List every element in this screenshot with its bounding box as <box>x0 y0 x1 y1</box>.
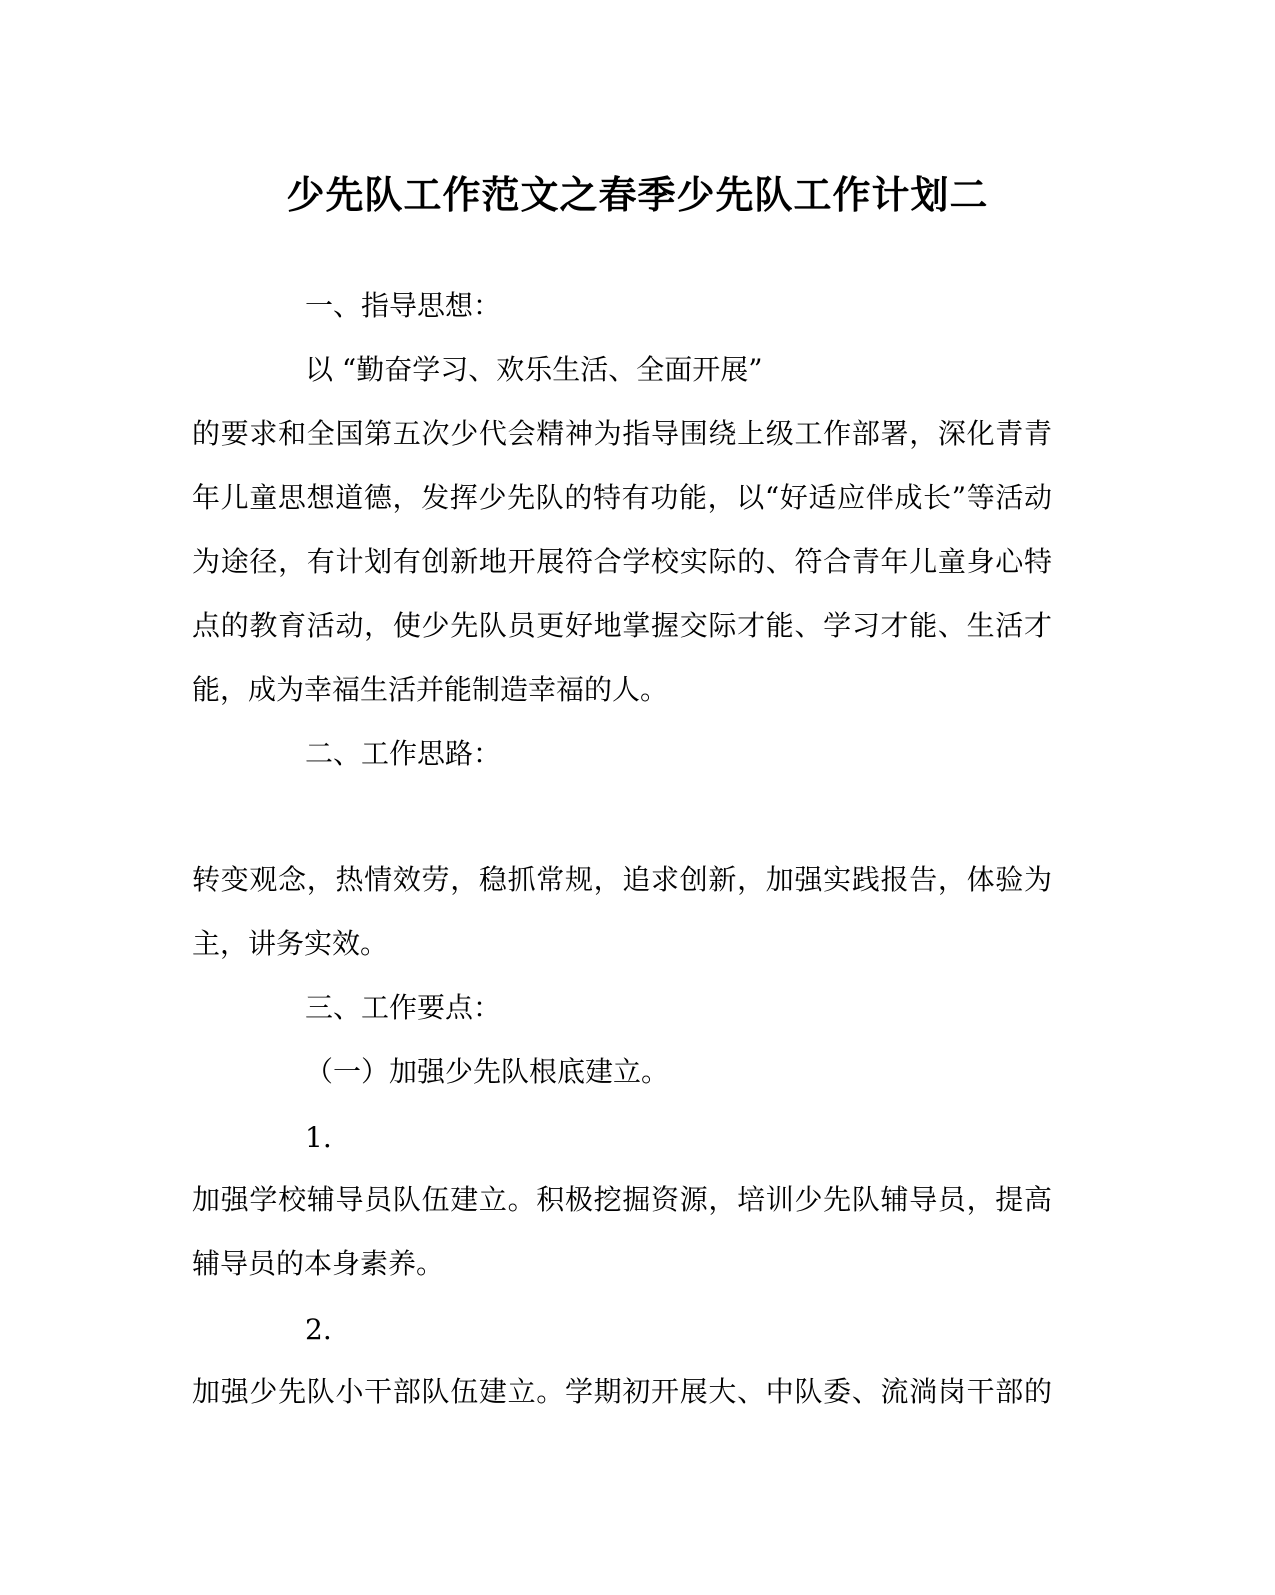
paragraph-line: 的要求和全国第五次少代会精神为指导围绕上级工作部署，深化青青 <box>192 417 1052 450</box>
list-number: 1. <box>305 1121 332 1154</box>
section-heading-work-approach: 二、工作思路： <box>305 737 502 770</box>
section-heading-work-points: 三、工作要点： <box>305 991 502 1024</box>
paragraph-line: 辅导员的本身素养。 <box>192 1247 445 1280</box>
paragraph-line: 点的教育活动，使少先队员更好地掌握交际才能、学习才能、生活才 <box>192 609 1052 642</box>
subsection-heading: （一）加强少先队根底建立。 <box>305 1055 670 1088</box>
paragraph-line: 能，成为幸福生活并能制造幸福的人。 <box>192 673 669 706</box>
document-title: 少先队工作范文之春季少先队工作计划二 <box>286 172 989 217</box>
paragraph-line: 加强少先队小干部队伍建立。学期初开展大、中队委、流淌岗干部的 <box>192 1375 1052 1408</box>
paragraph-line: 以 “勤奋学习、欢乐生活、全面开展” <box>305 353 763 386</box>
paragraph-line: 为途径，有计划有创新地开展符合学校实际的、符合青年儿童身心特 <box>192 545 1052 578</box>
paragraph-line: 加强学校辅导员队伍建立。积极挖掘资源，培训少先队辅导员，提高 <box>192 1183 1052 1216</box>
section-heading-guiding-ideology: 一、指导思想： <box>305 289 502 322</box>
paragraph-line: 年儿童思想道德，发挥少先队的特有功能，以“好适应伴成长”等活动 <box>192 481 1052 514</box>
paragraph-line: 主，讲务实效。 <box>192 927 389 960</box>
paragraph-line: 转变观念，热情效劳，稳抓常规，追求创新，加强实践报告，体验为 <box>192 863 1052 896</box>
list-number: 2. <box>305 1313 332 1346</box>
